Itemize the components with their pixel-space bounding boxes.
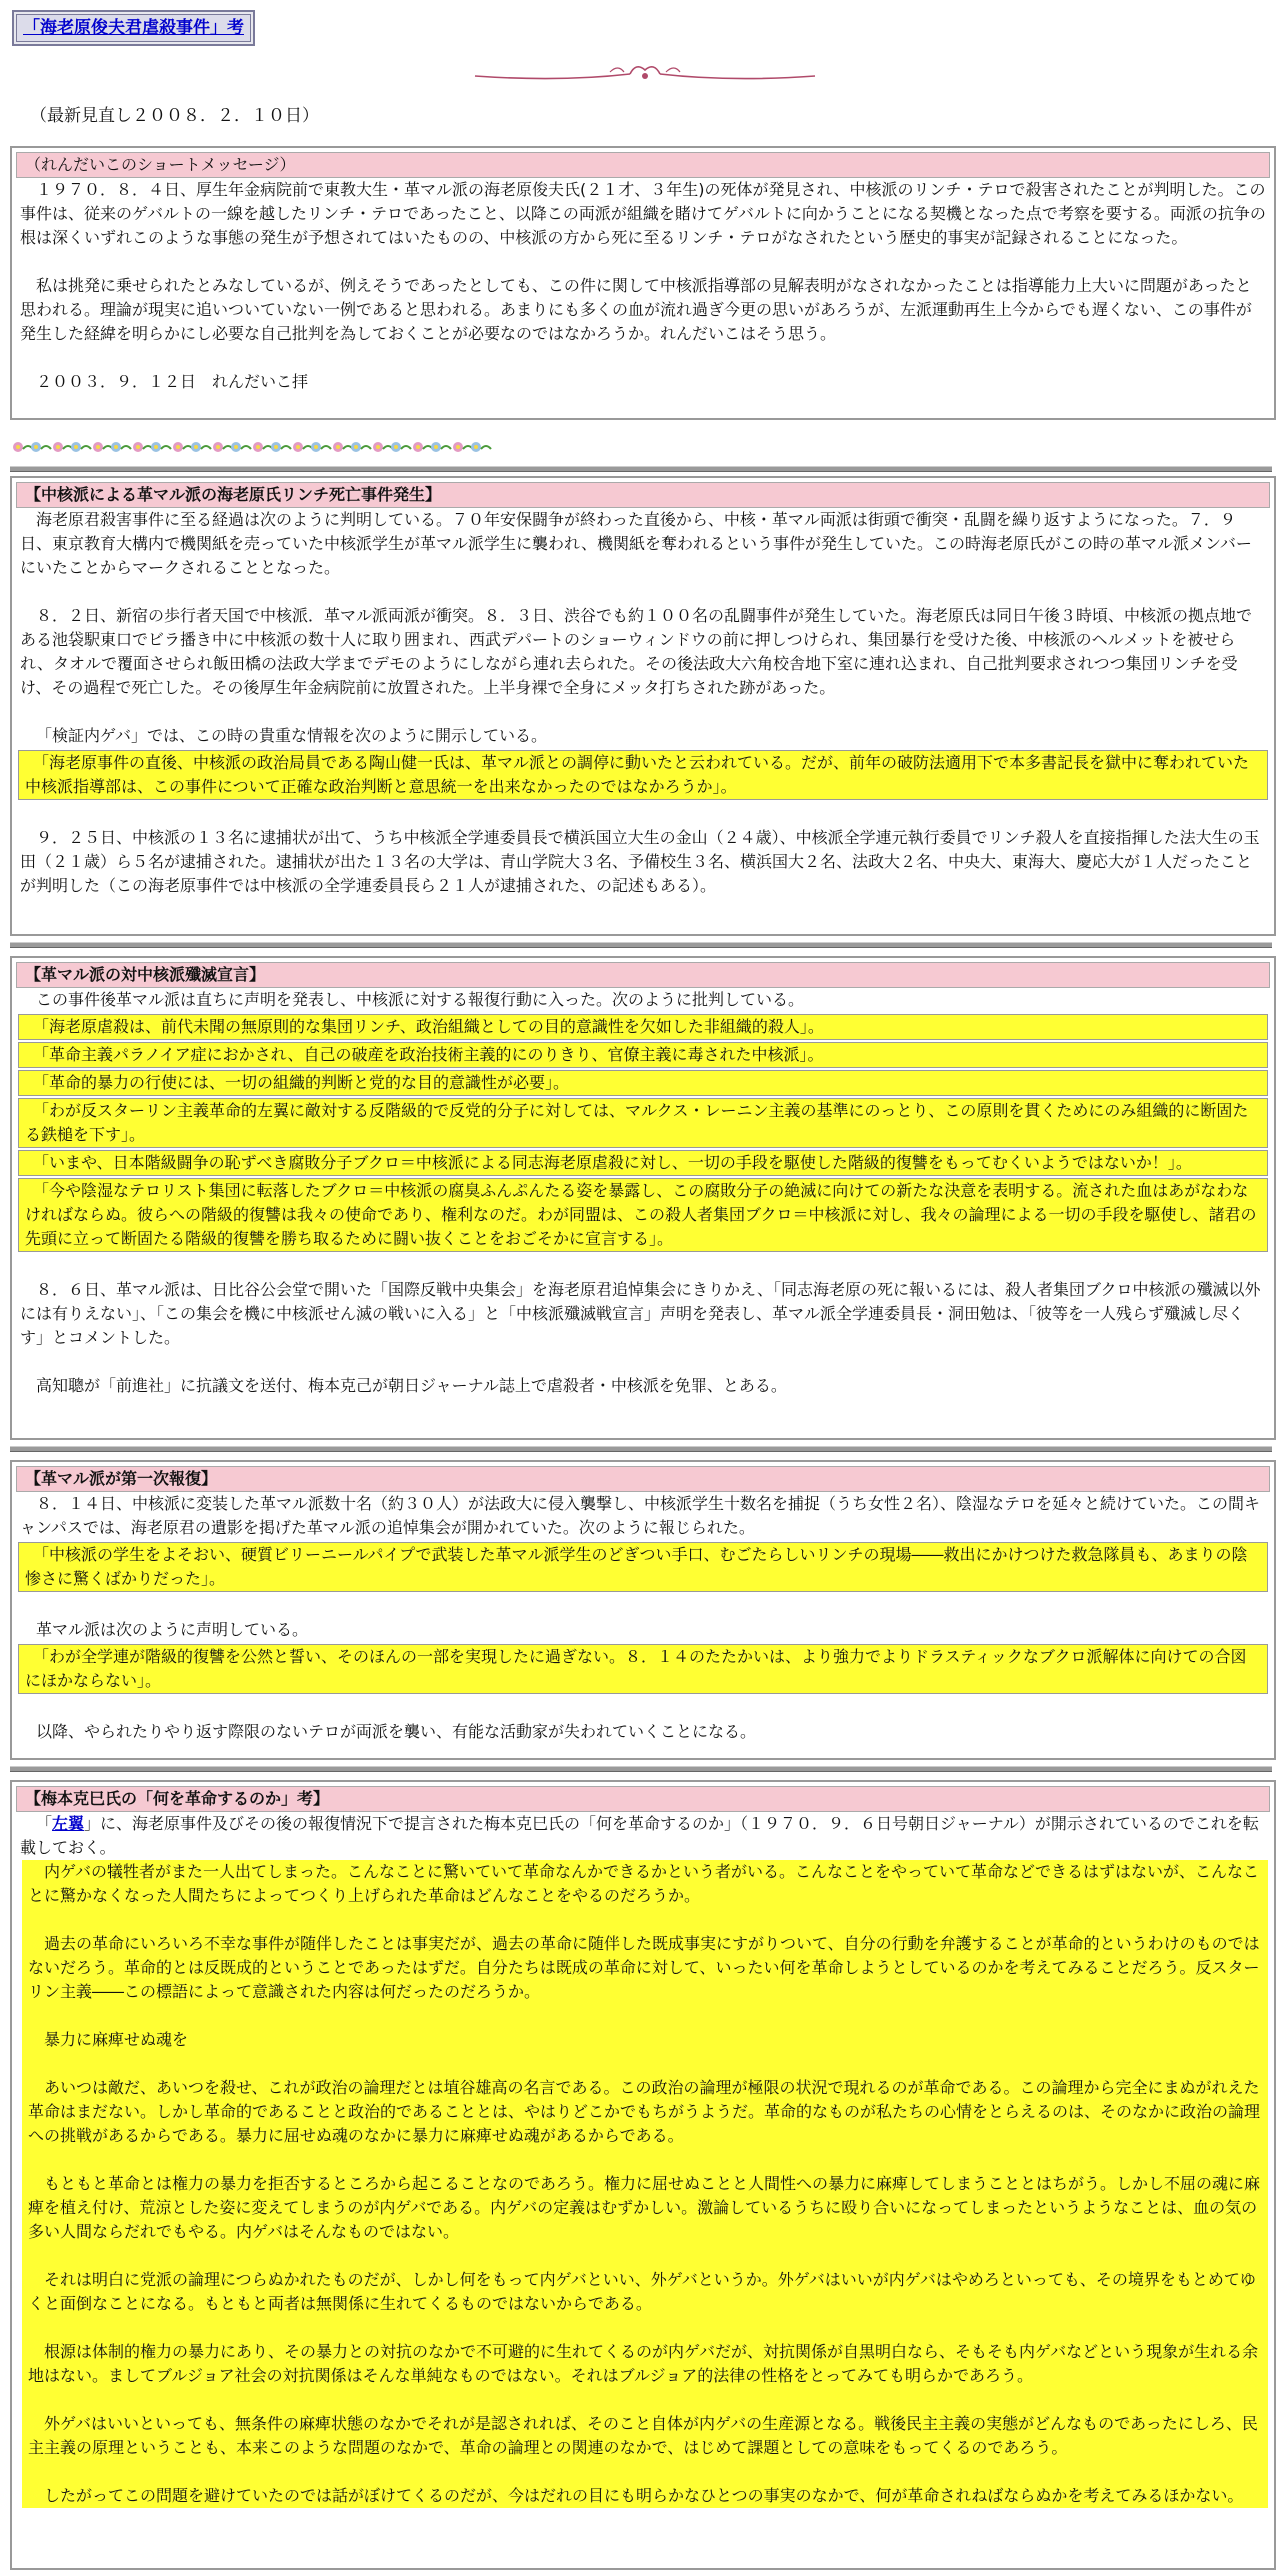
message-signature: ２００３．９．１２日 れんだいこ拝	[36, 372, 309, 391]
section2-paragraph-3: 高知聰が「前進社」に抗議文を送付、梅本克己が朝日ジャーナル誌上で虐殺者・中核派を免罪、とある。	[36, 1376, 787, 1395]
section1-paragraph-4: ９．２５日、中核派の１３名に逮捕状が出て、うち中核派全学連委員長で横浜国立大生の金山（２４歳）、中核派全学連元執行委員でリンチ殺人を直接指揮した法大生の玉田（２１歳）ら５名が逮捕された。逮捕状が出た１３名の大学は、青山学院大３名、予備校生３名、横浜国大２名、法政大２名、中央大、東海大、慶応大が１人だったことが判明した（この海老原事件では中核派の全学連委員長ら２１人が逮捕された、の記述もある）。	[20, 828, 1260, 895]
divider-3	[10, 1446, 1272, 1452]
section-annihilation-declaration	[10, 956, 1276, 1440]
section1-paragraph-1: 海老原君殺害事件に至る経過は次のように判明している。７０年安保闘争が終わった直後から、中核・革マル両派は街頭で衝突・乱闘を繰り返すようになった。７．９日、東京教育大構内で機関紙を売っていた中核派学生が革マル派学生に襲われ、機関紙を奪われるという事件が発生していた。この時海老原氏がこの時の革マル派メンバーにいたことからマークされることとなった。	[20, 510, 1252, 577]
section2-quote-4: 「わが反スターリン主義革命的左翼に敵対する反階級的で反党的分子に対しては、マルクス・レーニン主義の基準にのっとり、この原則を貫くためにのみ組織的に断固たる鉄槌を下す」。	[18, 1098, 1268, 1148]
section4-intro	[20, 1812, 1266, 1860]
section2-quote-6: 「今や陰湿なテロリスト集団に転落したブクロ＝中核派の腐臭ふんぷんたる姿を暴露し、この腐敗分子の絶滅に向けての新たな決意を表明する。流された血はあがなわなければならぬ。彼らへの階級的復讐は我々の使命であり、権利なのだ。わが同盟は、この殺人者集団ブクロ＝中核派に対し、我々の論理による一切の手段を駆使し、諸君の先頭に立って断固たる階級的復讐を勝ち取るために闘い抜くことをおごそかに宣言する」。	[18, 1178, 1268, 1252]
flower-border-icon	[10, 438, 500, 456]
essay-quote-block	[22, 1860, 1268, 2508]
section4-heading: 【梅本克巳氏の「何を革命するのか」考】	[16, 1786, 1270, 1812]
section2-quote-1: 「海老原虐殺は、前代未聞の無原則的な集団リンチ、政治組織としての目的意識性を欠如した非組織的殺人」。	[18, 1014, 1268, 1040]
section2-quote-3: 「革命的暴力の行使には、一切の組織的判断と党的な目的意識性が必要」。	[18, 1070, 1268, 1096]
intro-bracket-open: 「	[36, 1814, 53, 1833]
page-title	[16, 14, 251, 42]
section2-heading: 【革マル派の対中核派殲滅宣言】	[16, 962, 1270, 988]
intro-text: 」に、海老原事件及びその後の報復情況下で提言された梅本克巳氏の「何を革命するのか」（１９７０．９．６日号朝日ジャーナル）が開示されているのでこれを転載しておく。	[20, 1814, 1259, 1857]
section1-quote-1: 「海老原事件の直後、中核派の政治局員である陶山健一氏は、革マル派との調停に動いたと云われている。だが、前年の破防法適用下で本多書記長を獄中に奪われていた中核派指導部は、この事件について正確な政治判断と意思統一を出来なかったのではなかろうか」。	[18, 750, 1268, 800]
essay-paragraph-2: 過去の革命にいろいろ不幸な事件が随伴したことは事実だが、過去の革命に随伴した既成事実にすがりついて、自分の行動を弁護することが革命的というわけのものではないだろう。革命的とは反既成的ということであったはずだ。自分たちは既成の革命に対して、いったい何を革命しようとしているのかを考えてみることだろう。反スターリン主義――この標語によって意識された内容は何だったのだろうか。	[28, 1934, 1260, 2001]
section2-paragraph-2: ８．６日、革マル派は、日比谷公会堂で開いた「国際反戦中央集会」を海老原君追悼集会にきりかえ、「同志海老原の死に報いるには、殺人者集団ブクロ中核派の殲滅以外には有りえない」、「この集会を機に中核派せん滅の戦いに入る」と「中核派殲滅戦宣言」声明を発表し、革マル派全学連委員長・洞田勉は、「彼等を一人残らず殲滅し尽くす」とコメントした。	[20, 1280, 1261, 1347]
section3-paragraph-2: 革マル派は次のように声明している。	[36, 1620, 309, 1639]
essay-paragraph-4: もともと革命とは権力の暴力を拒否するところから起こることなのであろう。権力に屈せぬことと人間性への暴力に麻痺してしまうこととはちがう。しかし不屈の魂に麻痺を植え付け、荒涼とした姿に変えてしまうのが内ゲバである。内ゲバの定義はむずかしい。激論しているうちに殴り合いになってしまったというようなことは、血の気の多い人間ならだれでもやる。内ゲバはそんなものではない。	[28, 2174, 1261, 2241]
left-wing-link[interactable]: 左翼	[52, 1814, 85, 1833]
section3-quote-2: 「わが全学連が階級的復讐を公然と誓い、そのほんの一部を実現したに過ぎない。８．１４のたたかいは、より強力でよりドラスティックなブクロ派解体に向けての合図にほかならない」。	[18, 1644, 1268, 1694]
section3-quote-1: 「中核派の学生をよそおい、硬質ビリーニールパイプで武装した革マル派学生のどぎつい手口、むごたらしいリンチの現場――救出にかけつけた救急隊員も、あまりの陰惨さに驚くばかりだった」。	[18, 1542, 1268, 1592]
essay-paragraph-1: 内ゲバの犠牲者がまた一人出てしまった。こんなことに驚いていて革命なんかできるかという者がいる。こんなことをやっていて革命などできるはずはないが、こんなことに驚かなくなった人間たちによってつくり上げられた革命はどんなことをやるのだろうか。	[28, 1862, 1260, 1905]
essay-subheading: 暴力に麻痺せぬ魂を	[44, 2030, 189, 2049]
divider-2	[10, 942, 1272, 948]
section2-quote-2: 「革命主義パラノイア症におかされ、自己の破産を政治技術主義的にのりきり、官僚主義に毒された中核派」。	[18, 1042, 1268, 1068]
essay-paragraph-3: あいつは敵だ、あいつを殺せ、これが政治の論理だとは埴谷雄高の名言である。この政治の論理が極限の状況で現れるのが革命である。この論理から完全にまぬがれえた革命はまだない。しかし革命的であることと政治的であることとは、やはりどこかでもちがうようだ。革命的なものが私たちの心情をとらえるのは、そのなかに政治の論理への挑戦があるからである。暴力に屈せぬ魂のなかに暴力に麻痺せぬ魂があるからである。	[28, 2078, 1261, 2145]
section2-paragraph-1: この事件後革マル派は直ちに声明を発表し、中核派に対する報復行動に入った。次のように批判している。	[36, 990, 805, 1009]
section3-heading: 【革マル派が第一次報復】	[16, 1466, 1270, 1492]
essay-paragraph-5: それは明白に党派の論理につらぬかれたものだが、しかし何をもって内ゲバといい、外ゲバというか。外ゲバはいいが内ゲバはやめろといっても、その境界をもとめてゆくと面倒なことになる。もともと両者は無関係に生れてくるものではないからである。	[28, 2270, 1256, 2313]
essay-paragraph-8: したがってこの問題を避けていたのでは話がぼけてくるのだが、今はだれの目にも明らかなひとつの事実のなかで、何が革命されねばならぬかを考えてみるほかない。	[44, 2486, 1244, 2505]
section3-paragraph-1: ８．１４日、中核派に変装した革マル派数十名（約３０人）が法政大に侵入襲撃し、中核派学生十数名を捕捉（うち女性２名）、陰湿なテロを延々と続けていた。この間キャンパスでは、海老原君の遺影を掲げた革マル派の追悼集会が開かれていた。次のように報じられた。	[20, 1494, 1261, 1537]
page-title-link[interactable]: 「海老原俊夫君虐殺事件」考	[23, 18, 244, 38]
message-paragraph-1: １９７０．８．４日、厚生年金病院前で東教大生・革マル派の海老原俊夫氏(２１才、３年生)の死体が発見され、中核派のリンチ・テロで殺害されたことが判明した。この事件は、従来のゲバルトの一線を越したリンチ・テロであったこと、以降この両派が組織を賭けてゲバルトに向かうことになる契機となった点で考察を要する。両派の抗争の根は深くいずれこのような事態の発生が予想されてはいたものの、中核派の方から死に至るリンチ・テロがなされたという歴史的事実が記録されることになった。	[20, 180, 1266, 247]
divider-1	[10, 466, 1272, 472]
section-first-retaliation	[10, 1460, 1276, 1760]
divider-4	[10, 1766, 1272, 1772]
page-title-box	[12, 10, 255, 46]
message-heading: （れんだいこのショートメッセージ）	[16, 152, 1270, 178]
essay-paragraph-6: 根源は体制的権力の暴力にあり、その暴力との対抗のなかで不可避的に生れてくるのが内ゲバだが、対抗関係が自黒明白なら、そもそも内ゲバなどという現象が生れる余地はない。ましてブルジョア社会の対抗関係はそんな単純なものではない。それはブルジョア的法律の性格をとってみても明らかであろう。	[28, 2342, 1259, 2385]
section1-paragraph-2: ８．２日、新宿の歩行者天国で中核派．革マル派両派が衝突。８．３日、渋谷でも約１００名の乱闘事件が発生していた。海老原氏は同日午後３時頃、中核派の拠点地である池袋駅東口でビラ播き中に中核派の数十人に取り囲まれ、西武デパートのショーウィンドウの前に押しつけられ、集団暴行を受けた後、中核派のヘルメットを被せられ、タオルで覆面させられ飯田橋の法政大学までデモのようにしながら連れ去られた。その後法政大六角校舎地下室に連れ込まれ、自己批判要求されつつ集団リンチを受け、その過程で死亡した。その後厚生年金病院前に放置された。上半身裸で全身にメッタ打ちされた跡があった。	[20, 606, 1253, 697]
section3-paragraph-3: 以降、やられたりやり返す際限のないテロが両派を襲い、有能な活動家が失われていくことになる。	[36, 1722, 757, 1741]
section1-paragraph-3: 「検証内ゲバ」では、この時の貴重な情報を次のように開示している。	[36, 726, 548, 745]
section-lynching-incident	[10, 476, 1276, 936]
essay-paragraph-7: 外ゲバはいいといっても、無条件の麻痺状態のなかでそれが是認されれば、そのこと自体が内ゲバの生産源となる。戦後民主主義の実態がどんなものであったにしろ、民主主義の原理ということも、本来このような問題のなかで、革命の論理との関連のなかで、はじめて課題としての意味をもってくるのであろう。	[28, 2414, 1258, 2457]
section1-heading: 【中核派による革マル派の海老原氏リンチ死亡事件発生】	[16, 482, 1270, 508]
message-section	[10, 146, 1276, 420]
message-paragraph-2: 私は挑発に乗せられたとみなしているが、例えそうであったとしても、この件に関して中核派指導部の見解表明がなされなかったことは指導能力上大いに問題があったと思われる。理論が現実に追いついていない一例であると思われる。あまりにも多くの血が流れ過ぎ今更の思いがあろうが、左派運動再生上今からでも遅くない、この事件が発生した経緯を明らかにし必要な自己批判を為しておくことが必要なのではなかろうか。れんだいこはそう思う。	[20, 276, 1252, 343]
section-umemoto-essay	[10, 1780, 1276, 2570]
section2-quote-5: 「いまや、日本階級闘争の恥ずべき腐敗分子ブクロ＝中核派による同志海老原虐殺に対し、一切の手段を駆使した階級的復讐をもってむくいようではないか！」。	[18, 1150, 1268, 1176]
last-updated: （最新見直し２００８．２．１０日）	[30, 106, 319, 126]
ornament-divider-icon	[470, 62, 820, 88]
